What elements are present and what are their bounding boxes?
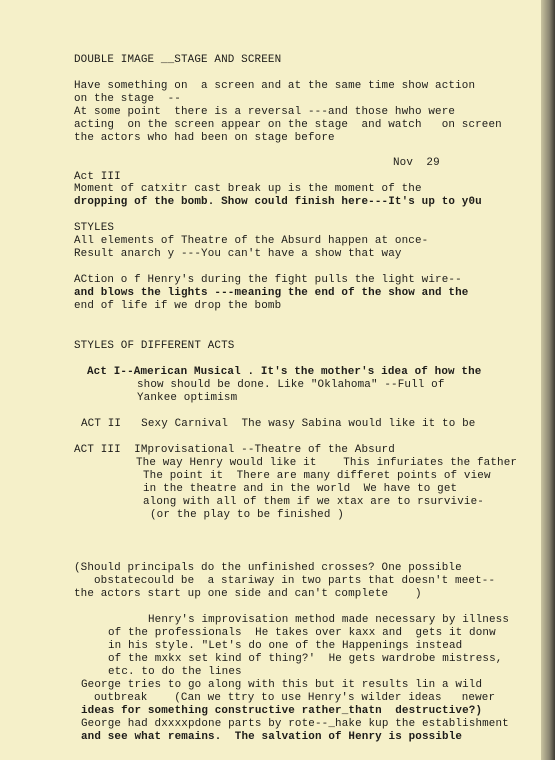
heading-double-image: DOUBLE IMAGE __STAGE AND SCREEN: [74, 54, 282, 66]
text-line: the actors start up one side and can't complete ): [74, 588, 422, 600]
text-line: ACtion o f Henry's during the fight pulls the light wire--: [74, 274, 462, 286]
text-line: (or the play to be finished ): [150, 509, 344, 521]
text-line: Henry's improvisation method made necessary by illness: [148, 614, 510, 626]
text-line: and blows the lights ---meaning the end of the show and the: [74, 287, 469, 299]
text-line: of the mxkx set kind of thing?' He gets wardrobe mistress,: [108, 653, 503, 665]
text-line: ACT II Sexy Carnival The wasy Sabina would like it to be: [81, 418, 476, 430]
text-line: George had dxxxxpdone parts by rote--_hake kup the establishment: [81, 718, 509, 730]
heading-styles-of-different-acts: STYLES OF DIFFERENT ACTS: [74, 340, 235, 352]
text-line: Moment of catxitr cast break up is the moment of the: [74, 183, 422, 195]
text-line: acting on the screen appear on the stage and watch on screen: [74, 119, 502, 131]
text-line: of the professionals He takes over kaxx and gets it donw: [108, 627, 496, 639]
text-line: At some point there is a reversal ---and those hwho were: [74, 106, 456, 118]
text-line: All elements of Theatre of the Absurd happen at once-: [74, 235, 429, 247]
text-line: ideas for something constructive rather_thatn destructive?): [81, 705, 483, 717]
text-line: in his style. "Let's do one of the Happenings instead: [108, 640, 463, 652]
text-line: obstatecould be a stariway in two parts that doesn't meet--: [94, 575, 496, 587]
text-line: (Should principals do the unfinished crosses? One possible: [74, 562, 462, 574]
text-line: ACT III IMprovisational --Theatre of the Absurd: [74, 444, 395, 456]
date-label: Nov 29: [393, 157, 440, 169]
text-line: The point it There are many differet points of view: [143, 470, 491, 482]
page-edge: [541, 0, 555, 760]
text-line: show should be done. Like "Oklahoma" --Full of: [137, 379, 445, 391]
text-line: The way Henry would like it This infuriates the father: [136, 457, 518, 469]
text-line: dropping of the bomb. Show could finish here---It's up to y0u: [74, 196, 482, 208]
text-line: Act I--American Musical . It's the mother's idea of how the: [87, 366, 482, 378]
heading-act-iii: Act III: [74, 171, 121, 183]
text-line: and see what remains. The salvation of Henry is possible: [81, 731, 463, 743]
text-line: on the stage --: [74, 93, 181, 105]
text-line: outbreak (Can we ttry to use Henry's wilder ideas newer: [94, 692, 496, 704]
text-line: the actors who had been on stage before: [74, 132, 335, 144]
text-line: Have something on a screen and at the same time show action: [74, 80, 476, 92]
text-line: in the theatre and in the world We have to get: [143, 483, 458, 495]
text-line: George tries to go along with this but it results lin a wild: [81, 679, 483, 691]
heading-styles: STYLES: [74, 222, 115, 234]
text-line: Result anarch y ---You can't have a show that way: [74, 248, 402, 260]
text-line: along with all of them if we xtax are to rsurvivie-: [143, 496, 484, 508]
text-line: Yankee optimism: [137, 392, 238, 404]
text-line: etc. to do the lines: [108, 666, 242, 678]
text-line: end of life if we drop the bomb: [74, 300, 282, 312]
